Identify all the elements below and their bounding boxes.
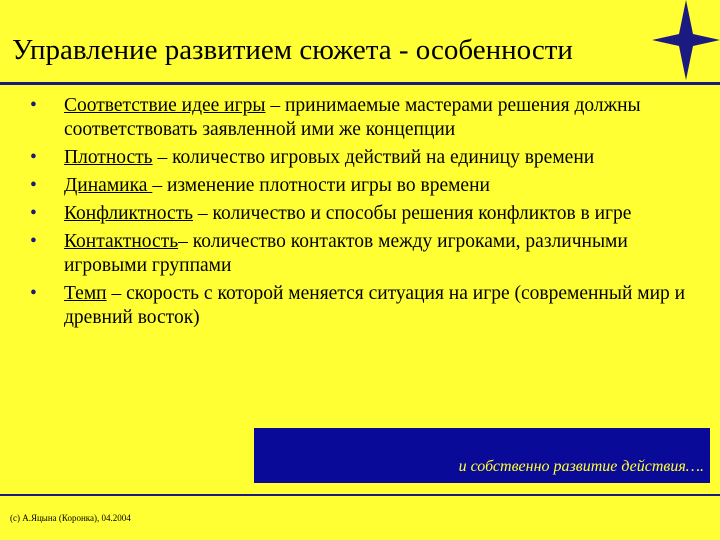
- bullet-icon: •: [30, 231, 37, 252]
- bullet-list: [30, 94, 690, 334]
- list-item: • Соответствие идее игры – принимаемые мастерами решения должны соответствовать заявленной ими же концепции: [30, 95, 641, 140]
- bullet-icon: •: [30, 95, 37, 116]
- list-item: • Динамика – изменение плотности игры во времени: [30, 175, 490, 196]
- list-item: • Конфликтность – количество и способы решения конфликтов в игре: [30, 203, 632, 224]
- footer-divider: [0, 494, 720, 496]
- four-point-star-icon: [652, 0, 720, 80]
- bullet-icon: •: [30, 203, 37, 224]
- bullet-icon: •: [30, 283, 37, 304]
- list-item: • Темп – скорость с которой меняется ситуация на игре (современный мир и древний восток): [30, 283, 686, 328]
- title-divider: [0, 82, 720, 85]
- slide-title: Управление развитием сюжета - особенности: [12, 34, 573, 66]
- highlight-box: [254, 428, 710, 483]
- bullet-icon: •: [30, 175, 37, 196]
- list-item: • Плотность – количество игровых действий на единицу времени: [30, 147, 595, 168]
- bullet-icon: •: [30, 147, 37, 168]
- list-item: • Контактность– количество контактов между игроками, различными игровыми группами: [30, 231, 628, 276]
- footer-copyright: (c) А.Яцына (Коронка), 04.2004: [10, 513, 131, 523]
- highlight-text: и собственно развитие действия….: [458, 458, 704, 475]
